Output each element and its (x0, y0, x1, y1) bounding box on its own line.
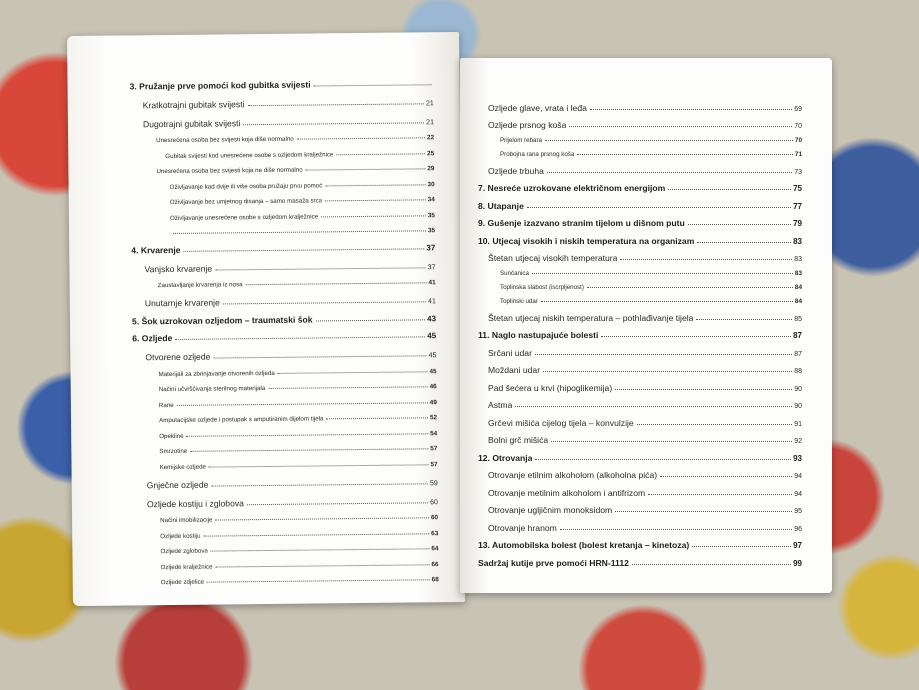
toc-entry (460, 113, 802, 131)
toc-leader-dots (278, 371, 428, 374)
toc-entry-title: Zaustavljanje krvarenja iz nosa (157, 281, 243, 290)
toc-entry-page-number: 49 (429, 398, 437, 406)
toc-entry-page-number: 41 (427, 298, 436, 306)
toc-entry (460, 358, 802, 376)
toc-leader-dots (660, 476, 792, 477)
toc-leader-dots (314, 84, 432, 86)
toc-leader-dots (545, 140, 793, 141)
toc-entry-title: 8. Utapanje (478, 200, 524, 211)
toc-entry-title: Materijali za zbrinjavanje otvorenih ozljeda (158, 369, 275, 378)
toc-entry-title: Otrovanje metilnim alkoholom i antifrizom (488, 487, 646, 498)
toc-entry-page-number: 69 (794, 105, 802, 113)
toc-leader-dots (535, 354, 792, 355)
toc-entry (460, 393, 802, 411)
toc-entry (460, 193, 802, 211)
toc-entry-title: Otrovanje ugljičnim monoksidom (488, 505, 613, 515)
toc-entry-page-number: 71 (794, 151, 802, 158)
toc-leader-dots (668, 189, 791, 190)
toc-entry-title: Ozljede kostiju i zglobova (146, 497, 244, 509)
toc-entry-page-number: 35 (427, 227, 436, 235)
toc-entry-title: Moždani udar (488, 365, 541, 375)
toc-entry-title: Unutarnje krvarenje (144, 297, 220, 309)
toc-entry-title: Grčevi mišića cijelog tijela – konvulzije (488, 417, 634, 428)
toc-entry-page-number: 46 (429, 383, 437, 391)
toc-entry-title: Toplinski udar (500, 298, 538, 305)
toc-entry-title: Načini učvršćivanja sterilnog materijala (158, 385, 266, 394)
toc-leader-dots (173, 230, 426, 234)
toc-entry (460, 277, 802, 291)
toc-entry (460, 445, 802, 463)
toc-leader-dots (268, 386, 427, 389)
toc-entry-page-number: 45 (427, 331, 437, 341)
right-page (460, 58, 832, 593)
toc-leader-dots (620, 259, 792, 260)
toc-leader-dots (541, 301, 793, 302)
toc-leader-dots (648, 494, 792, 495)
left-page (67, 32, 465, 606)
toc-entry-page-number: 25 (427, 149, 435, 157)
toc-entry-title: 9. Gušenje izazvano stranim tijelom u dišnom putu (478, 218, 685, 228)
toc-entry-page-number: 97 (793, 541, 802, 550)
toc-leader-dots (209, 464, 428, 467)
toc-entry (460, 291, 802, 305)
toc-leader-dots (515, 406, 792, 407)
toc-leader-dots (297, 137, 425, 139)
toc-entry-page-number: 37 (427, 263, 436, 271)
toc-leader-dots (215, 267, 426, 270)
toc-leader-dots (532, 273, 793, 274)
toc-entry-title: Kemijske ozljede (159, 463, 207, 471)
toc-leader-dots (175, 336, 425, 340)
toc-entry (460, 263, 802, 277)
toc-entry-title: Ozljede glave, vrata i leđa (488, 102, 587, 113)
toc-entry (460, 498, 802, 516)
toc-entry-title: Kratkotrajni gubitak svijesti (142, 98, 245, 110)
toc-entry (73, 568, 439, 587)
toc-leader-dots (577, 154, 793, 155)
toc-entry (460, 305, 802, 323)
toc-entry-page-number: 59 (429, 479, 438, 487)
toc-entry-title: Načini imobilizacije (160, 516, 213, 525)
toc-entry-title: Srčani udar (488, 347, 532, 358)
toc-entry-title: Rane (158, 401, 174, 409)
toc-leader-dots (696, 319, 792, 320)
toc-entry-title: Ozljede zglobova (160, 547, 208, 556)
toc-entry-title: Smrzotine (159, 447, 188, 456)
toc-leader-dots (216, 564, 430, 567)
toc-entry (460, 480, 802, 498)
toc-entry-page-number: 83 (793, 236, 802, 246)
toc-entry-page-number: 35 (427, 211, 435, 219)
toc-entry-title: 11. Naglo nastupajuće bolesti (478, 330, 599, 340)
toc-entry-page-number: 94 (794, 473, 802, 480)
toc-entry-page-number: 60 (430, 498, 438, 506)
toc-leader-dots (183, 248, 424, 252)
toc-list-right (460, 58, 832, 568)
toc-entry (460, 323, 802, 341)
toc-entry-title: Dugotrajni gubitak svijesti (142, 117, 241, 129)
toc-entry-title: Unesrećena osoba bez svijesti koja diše normalno (156, 135, 294, 145)
toc-leader-dots (207, 579, 430, 582)
toc-entry-page-number: 84 (794, 284, 802, 291)
toc-entry-title: 12. Otrovanja (478, 452, 533, 463)
toc-leader-dots (527, 207, 791, 208)
toc-entry-page-number: 73 (794, 168, 802, 176)
toc-leader-dots (560, 529, 792, 530)
toc-entry-title: Bolni grč mišića (488, 435, 549, 445)
toc-leader-dots (215, 517, 429, 520)
toc-leader-dots (535, 459, 791, 460)
toc-entry-title: Ozljede kostiju (160, 532, 201, 540)
toc-entry-page-number: 87 (794, 350, 802, 358)
toc-leader-dots (637, 424, 793, 425)
toc-list-left (67, 32, 465, 587)
toc-entry-page-number: 64 (431, 545, 439, 553)
toc-entry-page-number: 84 (794, 298, 802, 305)
toc-entry-page-number: 30 (427, 180, 435, 188)
toc-entry-page-number: 43 (427, 313, 437, 323)
toc-leader-dots (326, 417, 428, 419)
toc-entry-page-number: 99 (793, 558, 802, 568)
toc-entry-page-number: 63 (431, 529, 439, 537)
toc-entry-title: Vanjsko krvarenje (144, 263, 213, 274)
toc-entry (460, 550, 802, 568)
toc-entry-title: 10. Utjecaj visokih i niskih temperatura na organizam (478, 235, 695, 246)
toc-leader-dots (569, 126, 792, 127)
toc-entry (460, 228, 802, 246)
toc-leader-dots (547, 172, 792, 173)
toc-leader-dots (321, 215, 426, 217)
toc-leader-dots (316, 319, 426, 321)
toc-entry-title: Prijelom rebara (500, 137, 542, 144)
toc-entry-title: Unesrećena osoba bez svijesti koja ne diše normalno (156, 166, 303, 176)
toc-entry-page-number: 29 (427, 165, 435, 173)
toc-leader-dots (248, 103, 424, 106)
toc-entry-page-number: 91 (794, 420, 802, 428)
toc-entry-title: Štetan utjecaj niskih temperatura – pothlađivanje tijela (488, 312, 694, 323)
toc-entry-page-number: 45 (428, 352, 437, 360)
toc-entry (460, 158, 802, 176)
toc-entry-page-number: 70 (794, 137, 802, 144)
toc-leader-dots (223, 301, 426, 304)
toc-entry-title: Otrovanje etilnim alkoholom (alkoholna pića) (488, 470, 658, 480)
toc-leader-dots (306, 168, 426, 170)
toc-leader-dots (204, 533, 430, 536)
toc-leader-dots (177, 402, 428, 406)
toc-entry (460, 340, 802, 358)
toc-entry-page-number: 90 (794, 385, 802, 393)
toc-entry (460, 515, 802, 533)
toc-entry-page-number: 54 (430, 429, 438, 437)
toc-entry-title: Ozljede kralježnice (160, 563, 213, 571)
toc-leader-dots (325, 199, 426, 201)
toc-entry-title: Probojna rana prsnog koša (500, 151, 575, 158)
toc-entry-title: Gnječne ozljede (146, 479, 209, 490)
toc-entry-page-number: 22 (426, 134, 435, 142)
toc-entry-page-number: 77 (793, 201, 802, 211)
toc-leader-dots (211, 548, 429, 551)
toc-entry-page-number: 83 (794, 256, 802, 263)
toc-entry-page-number: 60 (430, 514, 439, 522)
toc-entry-title: Ozljede zdjelice (160, 578, 205, 587)
toc-leader-dots (336, 153, 425, 155)
toc-entry-page-number: 68 (431, 576, 439, 584)
toc-leader-dots (615, 389, 792, 390)
toc-leader-dots (615, 511, 792, 512)
toc-entry-page-number: 34 (427, 196, 435, 204)
toc-entry-title: Oživljavanje bez umjetnog disanja – samo masaža srca (169, 197, 323, 207)
toc-leader-dots (211, 483, 428, 486)
toc-entry-page-number: 90 (794, 403, 802, 410)
toc-entry-title: Otrovanje hranom (488, 522, 557, 533)
toc-entry-page-number: 52 (429, 414, 438, 422)
toc-entry-title: 5. Šok uzrokovan ozljedom – traumatski šok (131, 314, 313, 326)
toc-leader-dots (190, 448, 428, 451)
toc-entry-page-number: 66 (431, 560, 439, 568)
toc-entry (460, 176, 802, 194)
toc-entry-page-number: 94 (794, 490, 802, 498)
toc-entry-title: Opekline (159, 432, 184, 440)
toc-leader-dots (247, 502, 428, 505)
toc-leader-dots (243, 122, 424, 125)
toc-leader-dots (590, 109, 792, 110)
toc-entry-page-number: 95 (794, 508, 802, 515)
toc-entry (460, 95, 802, 113)
toc-leader-dots (187, 433, 428, 437)
toc-entry-page-number: 92 (794, 438, 802, 445)
toc-entry-title: Gubitak svijesti kod unesrećene osobe s ozljedom kralježnice (165, 150, 334, 160)
toc-leader-dots (587, 287, 793, 288)
toc-entry-page-number: 37 (426, 242, 436, 252)
toc-entry (460, 211, 802, 229)
toc-entry-page-number: 45 (429, 367, 437, 375)
toc-entry-title: Toplinska slabost (iscrpljenost) (500, 284, 584, 291)
toc-entry-title: 3. Pružanje prve pomoći kod gubitka svijesti (129, 79, 311, 91)
toc-entry (460, 144, 802, 158)
toc-leader-dots (543, 371, 792, 372)
toc-entry-title: Pad šećera u krvi (hipoglikemija) (488, 382, 613, 393)
toc-entry-page-number: 79 (793, 219, 802, 228)
toc-leader-dots (601, 336, 791, 337)
toc-leader-dots (632, 564, 791, 565)
toc-entry (460, 130, 802, 144)
toc-entry-page-number: 75 (793, 184, 802, 193)
toc-entry (460, 246, 802, 264)
toc-entry-page-number: 21 (425, 99, 434, 107)
toc-entry (460, 410, 802, 428)
toc-entry (460, 375, 802, 393)
toc-entry-page-number: 57 (430, 460, 438, 468)
toc-entry (460, 533, 802, 551)
toc-entry-title: Otvorene ozljede (145, 351, 211, 363)
toc-entry-page-number: 88 (794, 368, 802, 375)
toc-entry-title: 13. Automobilska bolest (bolest kretanja – kinetoza) (478, 540, 690, 550)
toc-leader-dots (213, 355, 426, 358)
toc-leader-dots (325, 184, 425, 186)
toc-entry-page-number: 87 (793, 331, 802, 340)
toc-leader-dots (697, 242, 791, 243)
toc-entry-page-number: 93 (793, 453, 802, 463)
toc-entry-page-number: 70 (794, 123, 802, 130)
toc-entry-page-number: 21 (426, 118, 434, 126)
toc-leader-dots (688, 224, 791, 225)
toc-leader-dots (692, 546, 791, 547)
toc-entry (460, 428, 802, 446)
toc-entry-title: Oživljavanje kad dvije ili više osoba pružaju prvu pomoć (169, 181, 323, 191)
toc-entry-title: 4. Krvarenje (131, 244, 181, 255)
toc-entry-title: Astma (488, 400, 513, 410)
toc-entry (460, 463, 802, 481)
toc-entry-title: Ozljede prsnog koša (488, 120, 567, 130)
toc-leader-dots (551, 441, 792, 442)
toc-entry-page-number: 85 (794, 315, 802, 323)
toc-leader-dots (246, 282, 427, 285)
toc-entry-title: Oživljavanje unesrećene osobe s ozljedom kralježnice (169, 212, 319, 222)
toc-entry-title: Amputacijske ozljede i postupak s amputiranim dijelom tijela (159, 415, 324, 425)
toc-entry-title: Ozljede trbuha (488, 165, 544, 176)
toc-entry-title: 7. Nesreće uzrokovane električnom energijom (478, 183, 666, 193)
toc-entry-page-number: 96 (794, 525, 802, 533)
toc-entry-page-number: 57 (430, 445, 438, 453)
toc-entry-page-number: 41 (428, 279, 436, 287)
toc-entry-title: Štetan utjecaj visokih temperatura (488, 253, 618, 263)
toc-entry-title: Sadržaj kutije prve pomoći HRN-1112 (478, 557, 629, 568)
toc-entry-title: Sunčanica (500, 270, 529, 277)
toc-entry-title: 6. Ozljede (132, 332, 173, 344)
toc-entry-page-number: 83 (794, 270, 802, 277)
